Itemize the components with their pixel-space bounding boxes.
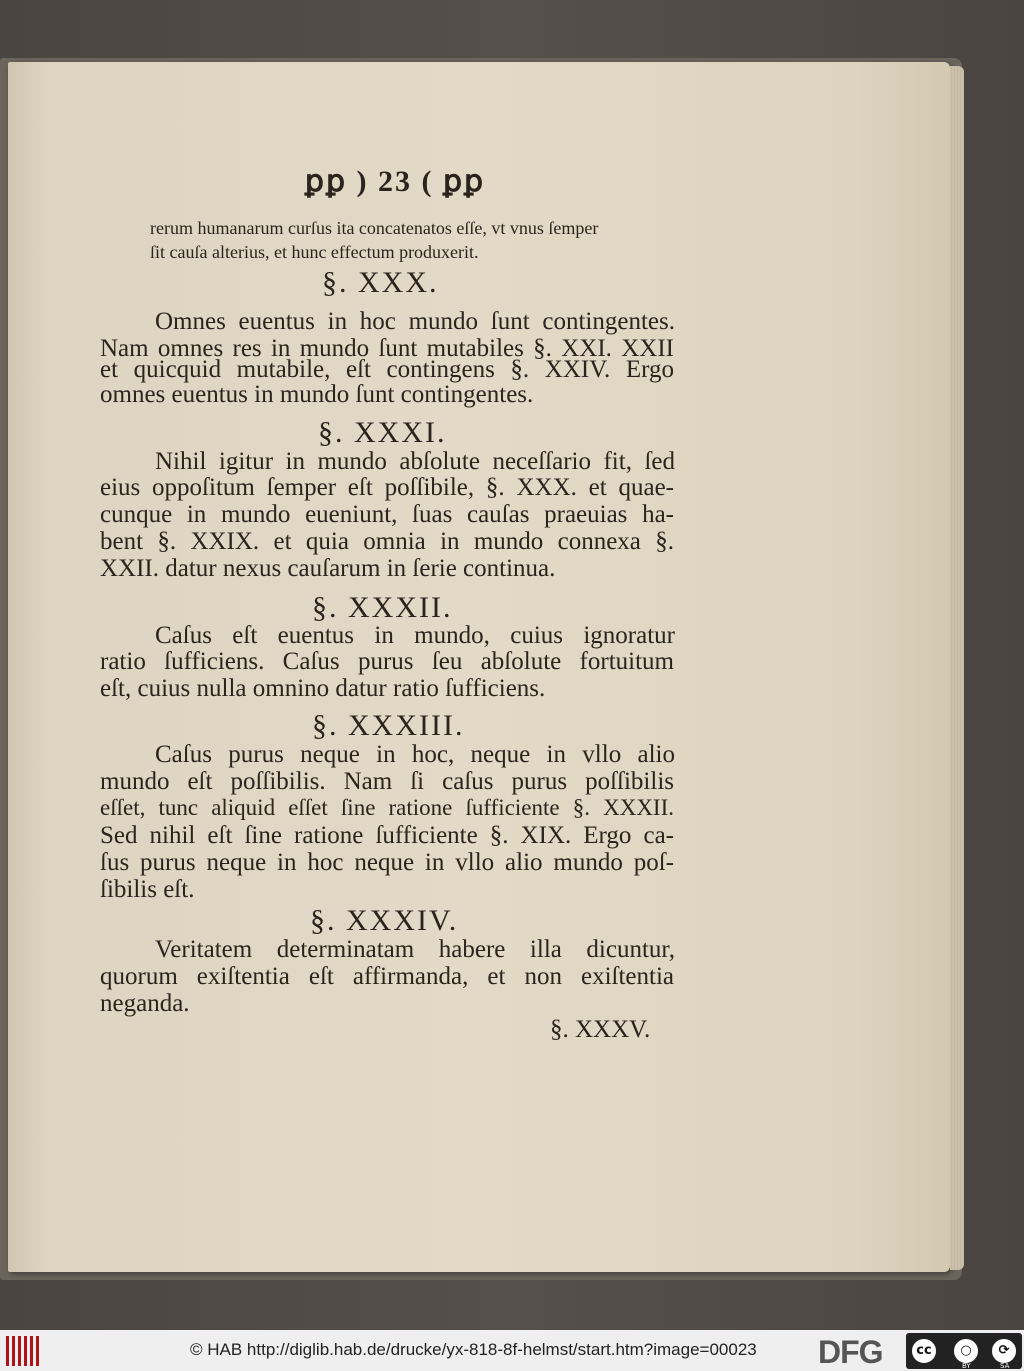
section-heading: §. XXXIV.: [310, 904, 459, 937]
text-line: bent §. XXIX. et quia omnia in mundo connexa §.: [100, 528, 674, 555]
text-line: XXII. datur nexus cauſarum in ſerie continua.: [100, 555, 556, 582]
cc-license-badge[interactable]: [906, 1333, 1022, 1369]
text-line: Nam omnes res in mundo ſunt mutabiles §. XXI. XXII: [100, 335, 674, 362]
text-line: Omnes euentus in hoc mundo ſunt contingentes.: [155, 308, 675, 335]
catchword: §. XXXV.: [550, 1016, 651, 1043]
text-line: Nihil igitur in mundo abſolute neceſſario fit, ſed: [155, 448, 675, 475]
text-line: eius oppoſitum ſemper eſt poſſibile, §. XXX. et quae-: [100, 474, 674, 501]
text-line: cunque in mundo eueniunt, ſuas cauſas praeuias ha-: [100, 501, 674, 528]
text-line: quorum exiſtentia eſt affirmanda, et non exiſtentia: [100, 963, 674, 990]
text-line: ratio ſufficiens. Caſus purus ſeu abſolute fortuitum: [100, 648, 674, 675]
dfg-logo: DFG: [818, 1334, 883, 1370]
section-heading: §. XXXIII.: [312, 709, 465, 742]
cc-icon: cc: [910, 1337, 938, 1365]
page-header: ꝑꝑ ) 23 ( ꝑꝑ: [304, 165, 486, 198]
by-label: BY: [962, 1362, 971, 1370]
sa-icon: ⟳: [990, 1337, 1018, 1365]
section-heading: §. XXXI.: [318, 416, 447, 449]
text-line: neganda.: [100, 990, 190, 1017]
page-edge: [950, 66, 964, 1270]
text-line: mundo eſt poſſibilis. Nam ſi caſus purus poſſibilis: [100, 768, 674, 795]
source-link[interactable]: © HAB http://diglib.hab.de/drucke/yx-818-8f-helmst/start.htm?image=00023: [190, 1340, 757, 1359]
text-line: Caſus purus neque in hoc, neque in vllo alio: [155, 741, 675, 768]
intro-line: rerum humanarum curſus ita concatenatos eſſe, vt vnus ſemper: [150, 218, 599, 238]
text-line: et quicquid mutabile, eſt contingens §. XXIV. Ergo: [100, 356, 674, 383]
hab-logo-icon: [6, 1336, 40, 1366]
by-icon: ○: [952, 1337, 980, 1365]
text-line: ſus purus neque in hoc neque in vllo alio mundo poſ-: [100, 849, 674, 876]
footer-bar: [0, 1330, 1024, 1371]
text-line: eſſet, tunc aliquid eſſet ſine ratione ſufficiente §. XXXII.: [100, 795, 674, 820]
text-line: Sed nihil eſt ſine ratione ſufficiente §. XIX. Ergo ca-: [100, 822, 674, 849]
section-heading: §. XXXII.: [312, 591, 453, 624]
text-line: ſibilis eſt.: [100, 876, 195, 903]
text-line: omnes euentus in mundo ſunt contingentes.: [100, 381, 534, 408]
sa-label: SA: [1000, 1362, 1010, 1370]
text-line: Veritatem determinatam habere illa dicuntur,: [155, 936, 675, 963]
intro-line: ſit cauſa alterius, et hunc effectum produxerit.: [150, 242, 479, 262]
text-line: eſt, cuius nulla omnino datur ratio ſufficiens.: [100, 675, 546, 702]
section-heading: §. XXX.: [322, 266, 439, 299]
text-line: Caſus eſt euentus in mundo, cuius ignoratur: [155, 622, 675, 649]
